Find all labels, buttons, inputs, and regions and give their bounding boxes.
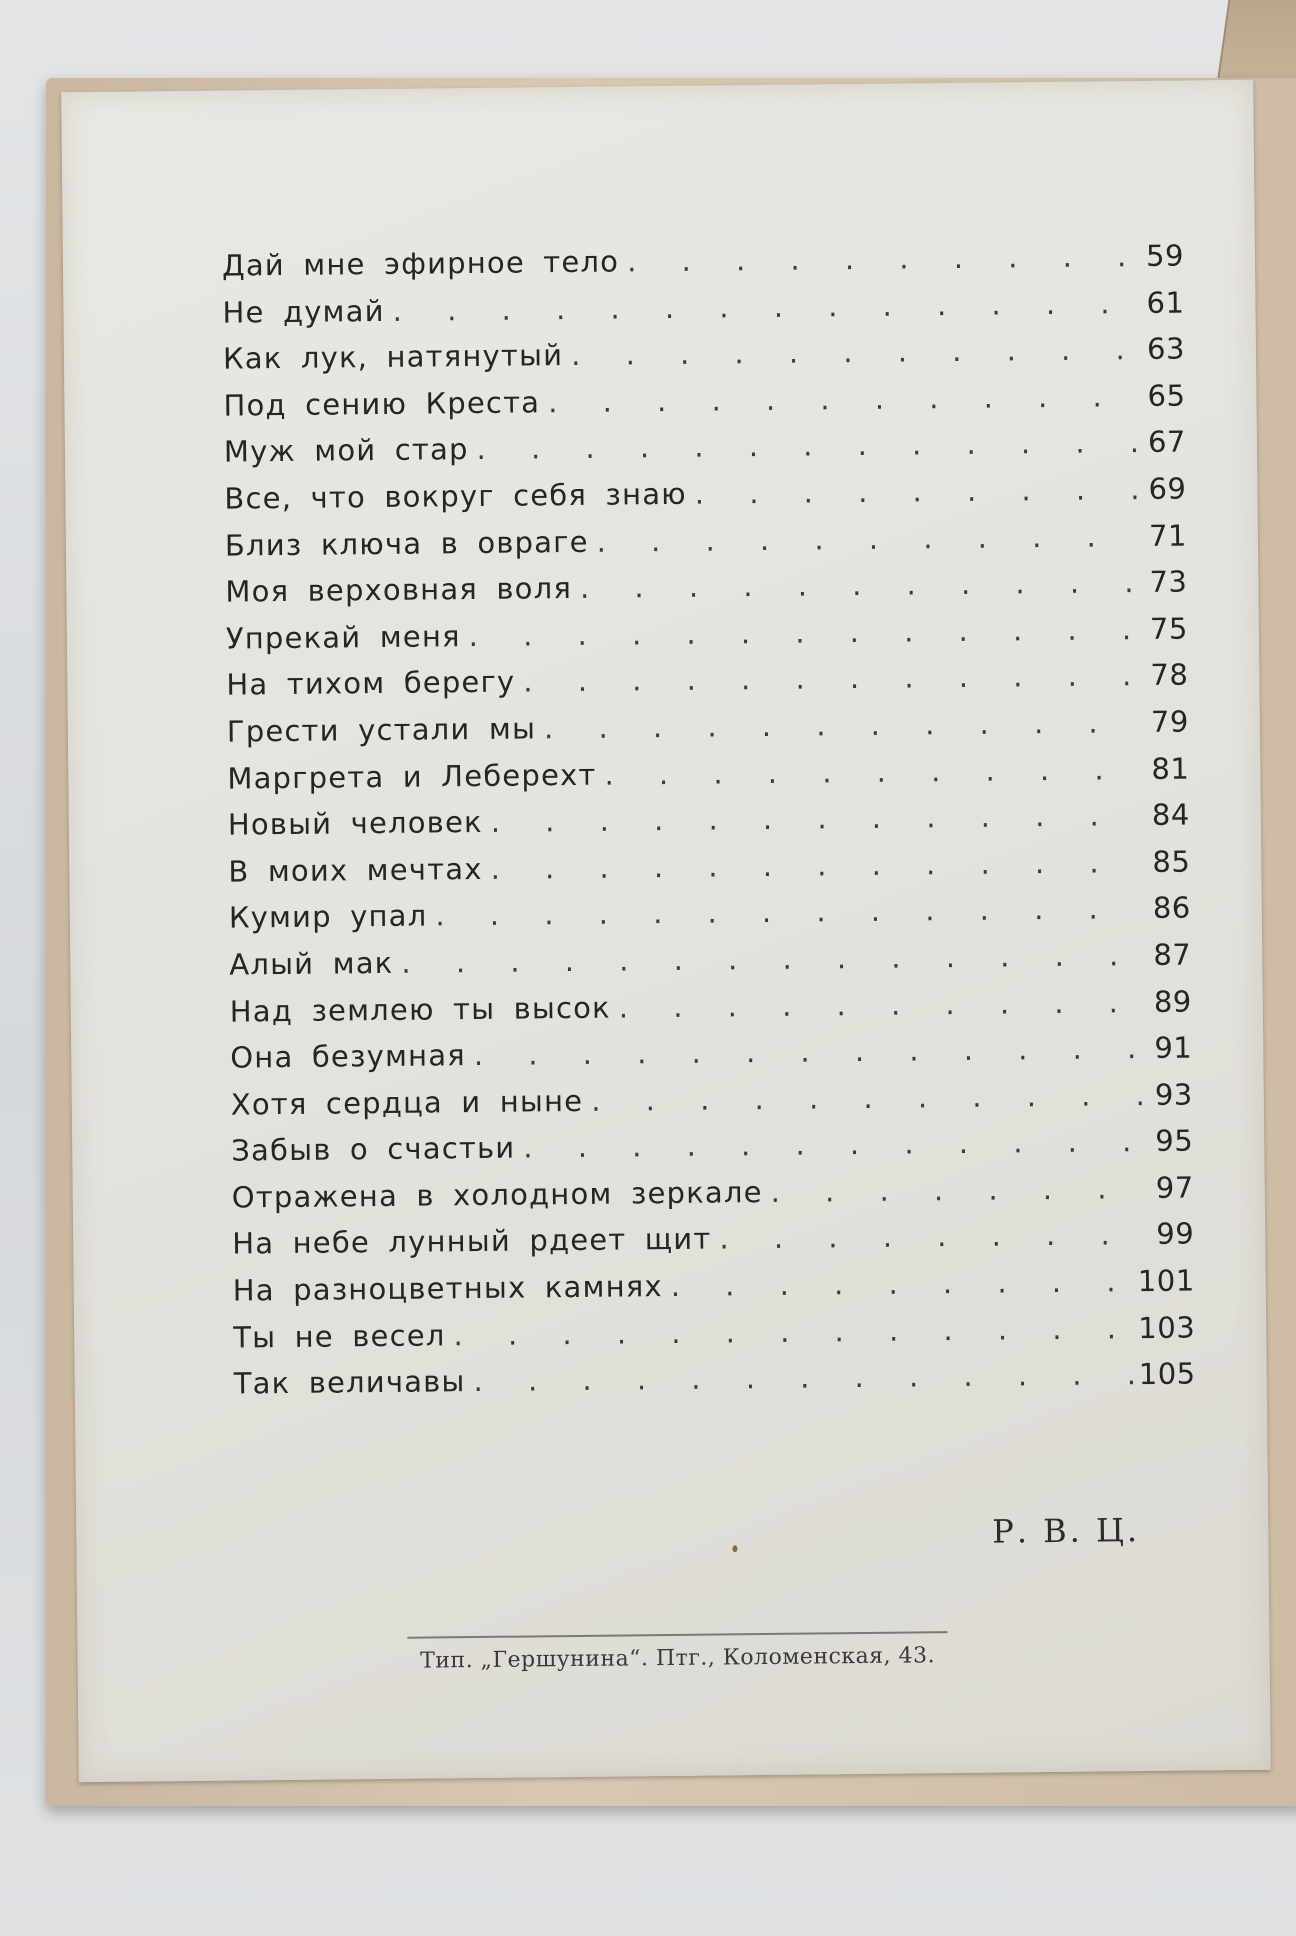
toc-entry-title: Упрекай меня [225,618,461,656]
toc-dot-leader [762,1171,1147,1209]
toc-entry-page: 69 [1148,471,1187,506]
toc-entry-page: 84 [1151,797,1190,833]
toc-dot-leader [445,1311,1138,1352]
toc-dot-leader [465,1357,1139,1398]
ink-spot [732,1545,737,1552]
toc-dot-leader [515,658,1142,699]
toc-dot-leader [393,938,1145,980]
toc-dot-leader [619,239,1138,278]
toc-dot-leader [596,752,1143,792]
author-initials: Р. В. Ц. [992,1511,1141,1551]
toc-dot-leader [583,1078,1147,1118]
toc-entry-title: Хотя сердца и ныне [230,1083,584,1122]
toc-entry-page: 89 [1153,983,1192,1019]
toc-dot-leader [482,845,1144,886]
toc-entry-page: 61 [1146,285,1185,320]
toc-entry-page: 95 [1155,1123,1194,1159]
toc-entry-title: Грести устали мы [226,711,537,749]
toc-entry-page: 75 [1149,611,1189,646]
toc-dot-leader [687,472,1141,511]
toc-dot-leader [663,1264,1138,1303]
toc-dot-leader [711,1217,1148,1256]
toc-entry-title: Она безумная [230,1038,467,1075]
toc-entry-title: Близ ключа в овраге [224,524,589,563]
toc-entry-page: 67 [1147,424,1187,460]
toc-dot-leader [540,379,1140,419]
toc-entry-title: Маргрета и Леберехт [227,757,597,796]
toc-entry-page: 71 [1148,518,1188,553]
toc-entry-title: В моих мечтах [228,851,483,889]
toc-entry-title: Алый мак [229,945,394,982]
toc-entry-title: Ты не весел [233,1317,446,1355]
toc-entry-page: 79 [1150,704,1190,739]
toc-entry-page: 105 [1138,1356,1196,1392]
toc-entry-page: 103 [1138,1310,1196,1345]
toc-dot-leader [468,425,1140,466]
toc-entry-page: 63 [1146,331,1186,367]
toc-entry-page: 101 [1137,1263,1195,1299]
toc-dot-leader [611,984,1146,1024]
toc-entry-title: Все, что вокруг себя знаю [224,476,687,516]
toc-entry-title: Так величавы [233,1364,466,1401]
toc-entry-page: 86 [1152,890,1191,926]
table-of-contents [222,239,1196,1414]
toc-entry-title: Моя верховная воля [225,571,573,609]
toc-dot-leader [563,332,1139,372]
toc-entry-page: 65 [1147,378,1186,413]
toc-entry-title: Дай мне эфирное тело [221,244,620,283]
toc-entry-title: Кумир упал [228,898,428,935]
toc-entry-title: Не думай [222,293,385,330]
toc-dot-leader [515,1124,1147,1165]
printer-imprint: Тип. „Гершунина“. Птг., Коломенская, 43. [420,1643,936,1674]
toc-dot-leader [483,798,1144,839]
toc-dot-leader [460,612,1142,653]
toc-dot-leader [536,705,1143,745]
toc-entry-page: 87 [1153,937,1192,972]
toc-entry-title: На тихом берегу [226,664,516,702]
toc-entry-title: Новый человек [227,805,483,842]
toc-entry-title: На разноцветных камнях [232,1269,663,1308]
toc-dot-leader [466,1031,1147,1072]
toc-dot-leader [427,891,1145,933]
toc-entry-page: 93 [1154,1077,1193,1112]
toc-entry-page: 59 [1145,238,1185,273]
toc-entry-page: 91 [1154,1030,1193,1065]
toc-dot-leader [588,519,1141,559]
book-page [61,80,1271,1782]
toc-entry-page: 97 [1155,1170,1194,1205]
toc-entry-page: 81 [1151,751,1190,786]
toc-entry [234,1357,1196,1414]
toc-entry-title: Отражена в холодном зеркале [231,1174,763,1215]
toc-entry-page: 78 [1150,657,1189,693]
toc-entry-title: Как лук, натянутый [222,338,564,376]
toc-entry-page: 85 [1152,844,1191,879]
toc-dot-leader [384,286,1138,328]
toc-entry-title: Над землею ты высок [229,990,611,1029]
toc-entry-title: Под сению Креста [223,385,541,423]
toc-entry-title: На небе лунный рдеет щит [232,1222,712,1262]
toc-entry-page: 99 [1156,1216,1195,1252]
toc-dot-leader [572,565,1142,605]
toc-entry-page: 73 [1149,564,1188,600]
toc-entry-title: Забыв о счастьи [231,1130,516,1168]
imprint-rule [407,1631,947,1639]
toc-entry-title: Муж мой стар [223,432,469,469]
